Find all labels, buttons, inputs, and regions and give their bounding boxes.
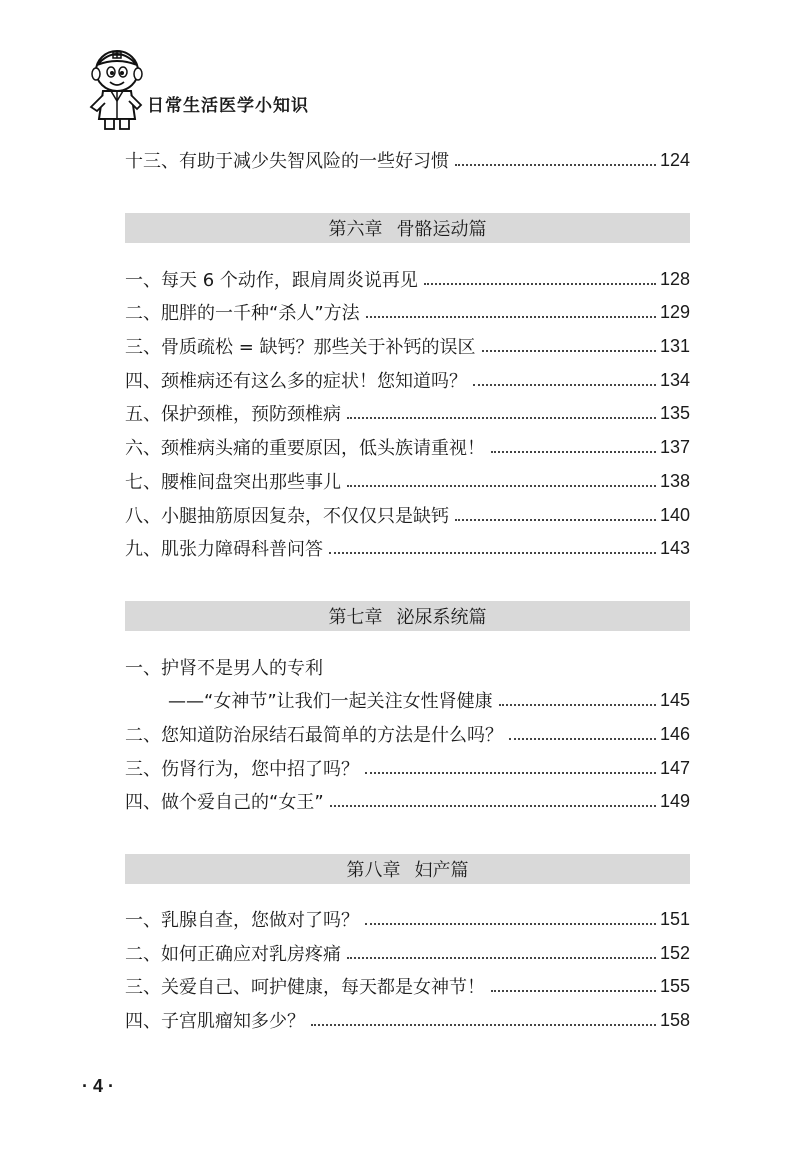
chapter-heading-8 (125, 854, 690, 884)
dot-leader (455, 164, 656, 166)
toc-entry-page: 145 (659, 689, 690, 710)
toc-entry-page: 137 (659, 436, 690, 457)
toc-entry-title: 二、您知道防治尿结石最简单的方法是什么吗？ (125, 725, 503, 746)
running-header-title: 日常生活医学小知识 (147, 96, 309, 116)
chapter-number: 第六章 (328, 219, 383, 240)
toc-entry-page: 151 (659, 908, 690, 929)
toc-entry-title: 三、骨质疏松 = 缺钙？那些关于补钙的误区 (125, 337, 476, 358)
toc-entry-title: 七、腰椎间盘突出那些事儿 (125, 472, 341, 493)
toc-entry-title: 一、护肾不是男人的专利 (125, 658, 323, 679)
dot-leader (311, 1024, 656, 1026)
toc-entry-page: 149 (659, 790, 690, 811)
dot-leader (347, 485, 656, 487)
toc-entry[interactable] (125, 785, 690, 817)
toc-entry-title: 一、每天 6 个动作，跟肩周炎说再见 (125, 270, 418, 291)
toc-entry-title: 四、子宫肌瘤知多少？ (125, 1011, 305, 1032)
toc-entry[interactable] (125, 718, 690, 750)
dot-leader (365, 923, 656, 925)
toc-entry-title: 四、颈椎病还有这么多的症状！您知道吗？ (125, 371, 467, 392)
toc-entry-title: 九、肌张力障碍科普问答 (125, 539, 323, 560)
chapter-name: 妇产篇 (414, 860, 469, 881)
toc-entry[interactable] (125, 752, 690, 784)
dot-leader (473, 384, 656, 386)
toc-entry-title: 八、小腿抽筋原因复杂，不仅仅只是缺钙 (125, 506, 449, 527)
toc-entry-title: 三、关爱自己、呵护健康，每天都是女神节！ (125, 977, 485, 998)
toc-entry[interactable] (125, 330, 690, 362)
toc-entry-title: 二、肥胖的一千种“杀人”方法 (125, 303, 360, 324)
dot-leader (491, 990, 656, 992)
toc-entry-title: 一、乳腺自查，您做对了吗？ (125, 910, 359, 931)
toc-entry-title: 六、颈椎病头痛的重要原因，低头族请重视！ (125, 438, 485, 459)
toc-entry-page: 146 (659, 723, 690, 744)
toc-entry[interactable] (125, 903, 690, 935)
toc-entry-page: 131 (659, 335, 690, 356)
toc-entry[interactable] (125, 937, 690, 969)
toc-entry[interactable] (125, 651, 690, 683)
chapter-heading-6 (125, 213, 690, 243)
chapter-name: 骨骼运动篇 (396, 219, 487, 240)
toc-entry-title: 二、如何正确应对乳房疼痛 (125, 944, 341, 965)
page-number: · 4 · (82, 1076, 115, 1096)
toc-entry-title: 四、做个爱自己的“女王” (125, 792, 324, 813)
toc-entry[interactable] (125, 499, 690, 531)
toc-entry-page: 134 (659, 369, 690, 390)
toc-entry-page: 138 (659, 470, 690, 491)
doctor-mascot-icon (85, 45, 147, 133)
chapter-number: 第七章 (328, 607, 383, 628)
dot-leader (366, 316, 656, 318)
toc-entry-page: 135 (659, 402, 690, 423)
dot-leader (455, 519, 656, 521)
toc-entry-page: 140 (659, 504, 690, 525)
dot-leader (330, 805, 656, 807)
toc-entry[interactable] (125, 465, 690, 497)
dot-leader (424, 283, 656, 285)
toc-entry[interactable] (125, 970, 690, 1002)
toc-entry-page: 128 (659, 268, 690, 289)
toc-entry[interactable] (125, 144, 690, 176)
toc-entry-page: 124 (659, 149, 690, 170)
dot-leader (509, 738, 656, 740)
toc-entry-page: 143 (659, 537, 690, 558)
toc-entry[interactable] (125, 296, 690, 328)
toc-entry-page: 129 (659, 301, 690, 322)
toc-entry[interactable] (125, 532, 690, 564)
toc-entry-page: 147 (659, 757, 690, 778)
toc-entry-title: 十三、有助于减少失智风险的一些好习惯 (125, 151, 449, 172)
dot-leader (329, 552, 656, 554)
toc-entry[interactable] (125, 397, 690, 429)
toc-entry-page: 158 (659, 1009, 690, 1030)
toc-entry[interactable] (125, 1004, 690, 1036)
toc-entry-subtitle[interactable] (168, 684, 690, 716)
dot-leader (482, 350, 656, 352)
toc-entry[interactable] (125, 364, 690, 396)
dot-leader (499, 704, 656, 706)
chapter-name: 泌尿系统篇 (396, 607, 487, 628)
toc-entry-subtitle-text: ——“女神节”让我们一起关注女性肾健康 (168, 691, 493, 712)
toc-entry-title: 三、伤肾行为，您中招了吗？ (125, 759, 359, 780)
toc-entry-page: 152 (659, 942, 690, 963)
chapter-heading-7 (125, 601, 690, 631)
toc-entry[interactable] (125, 263, 690, 295)
dot-leader (365, 772, 656, 774)
running-header (85, 45, 405, 135)
toc-entry-title: 五、保护颈椎，预防颈椎病 (125, 404, 341, 425)
dot-leader (347, 957, 656, 959)
toc-entry[interactable] (125, 431, 690, 463)
chapter-number: 第八章 (346, 860, 401, 881)
dot-leader (491, 451, 656, 453)
dot-leader (347, 417, 656, 419)
toc-entry-page: 155 (659, 975, 690, 996)
